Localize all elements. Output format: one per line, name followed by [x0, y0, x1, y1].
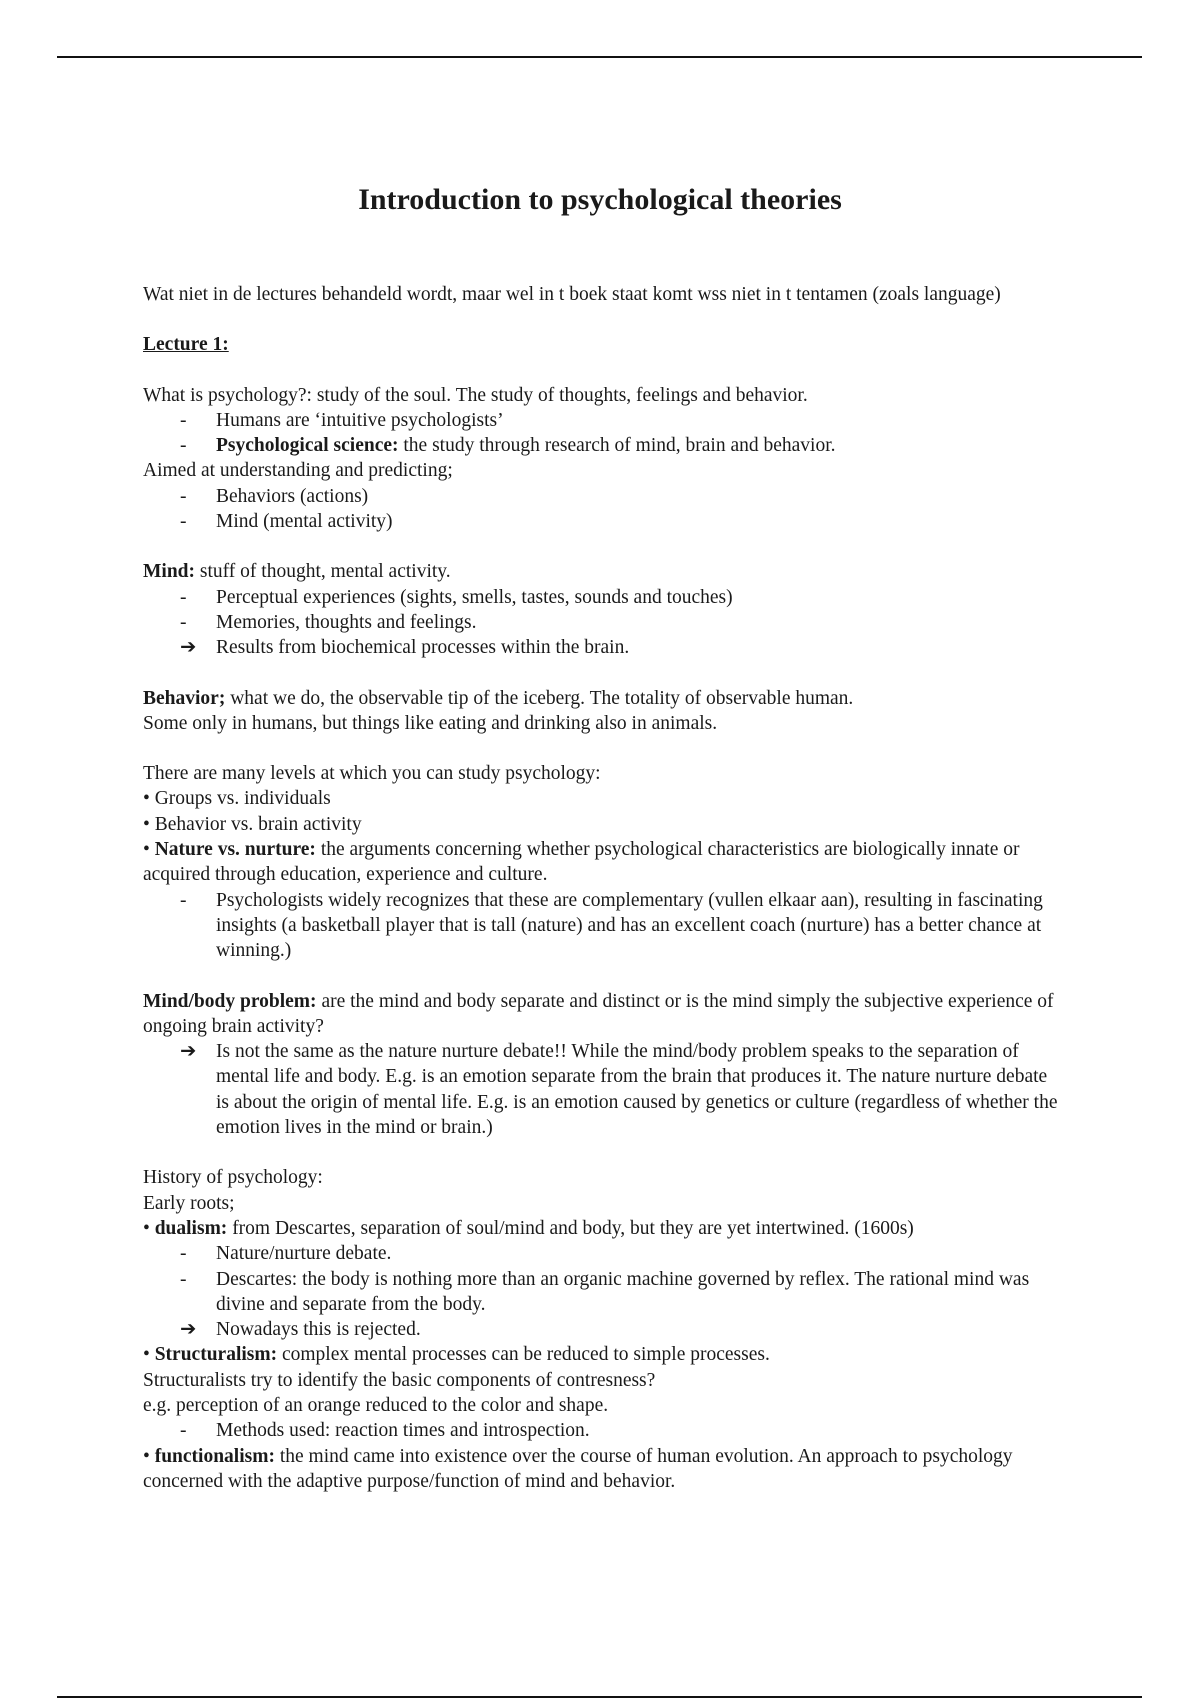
term: Nature vs. nurture:	[154, 839, 316, 861]
list-item-text: Mind (mental activity)	[216, 511, 393, 533]
definition-text: the arguments concerning whether psychological characteristics are biologically innate or acquired through education, experience and culture.	[143, 839, 1020, 886]
list-item-text: Is not the same as the nature nurture debate!! While the mind/body problem speaks to the separation of mental life and body. E.g. is an emotion separate from the brain that produces it. The nature nurture debate is about the origin of mental life. E.g. is an emotion caused by genetics or culture (regardless of whether the emotion lives in the mind or brain.)	[216, 1041, 1058, 1139]
mindbody-paragraph	[143, 989, 1058, 1040]
list-item	[143, 1241, 1058, 1266]
list-item	[143, 509, 1058, 534]
list-item	[143, 408, 1058, 433]
list-item-text: Memories, thoughts and feelings.	[216, 611, 477, 633]
definition-text: the mind came into existence over the course of human evolution. An approach to psychology concerned with the adaptive purpose/function of mind and behavior.	[143, 1445, 1013, 1492]
dash-marker: -	[180, 485, 187, 507]
term: Mind:	[143, 561, 196, 583]
definition-text: complex mental processes can be reduced to simple processes.	[277, 1344, 770, 1366]
what-is-paragraph: What is psychology?: study of the soul. The study of thoughts, feelings and behavior.	[143, 384, 808, 406]
dash-marker: -	[180, 586, 187, 608]
arrow-icon: ➔	[180, 1319, 197, 1341]
term: dualism:	[154, 1217, 228, 1239]
definition-text: what we do, the observable tip of the iceberg. The totality of observable human.	[225, 687, 854, 709]
list-item	[143, 1267, 1058, 1318]
dash-marker: -	[180, 1420, 187, 1442]
bullet-marker: •	[143, 1344, 155, 1366]
definition-text: the study through research of mind, brain and behavior.	[398, 435, 836, 457]
term: Behavior;	[143, 687, 226, 709]
list-item-text: Nature/nurture debate.	[216, 1243, 392, 1265]
dash-marker: -	[180, 511, 187, 533]
bullet-line	[143, 1444, 1058, 1495]
list-item-text: Methods used: reaction times and introspection.	[216, 1420, 590, 1442]
list-item	[143, 1317, 1058, 1342]
structuralism-line: Structuralists try to identify the basic components of contresness?	[143, 1369, 656, 1391]
bullet-line: • Behavior vs. brain activity	[143, 813, 362, 835]
bullet-line	[143, 837, 1058, 888]
document-title: Introduction to psychological theories	[358, 183, 842, 216]
list-item	[143, 610, 1058, 635]
document-body	[143, 282, 1058, 1494]
levels-paragraph: There are many levels at which you can study psychology:	[143, 763, 601, 785]
list-item-text: Perceptual experiences (sights, smells, tastes, sounds and touches)	[216, 586, 733, 608]
history-heading: History of psychology:	[143, 1167, 323, 1189]
list-item	[143, 635, 1058, 660]
arrow-icon: ➔	[180, 1041, 197, 1063]
lecture-heading-text: Lecture 1:	[143, 334, 229, 356]
dash-marker: -	[180, 409, 187, 431]
structuralism-line: e.g. perception of an orange reduced to the color and shape.	[143, 1394, 609, 1416]
term: Psychological science:	[216, 435, 399, 457]
list-item-text: Descartes: the body is nothing more than an organic machine governed by reflex. The rational mind was divine and separate from the body.	[216, 1268, 1030, 1315]
bullet-marker: •	[143, 1445, 155, 1467]
list-item	[143, 484, 1058, 509]
dash-marker: -	[180, 1243, 187, 1265]
lecture-heading	[143, 332, 1058, 357]
mind-paragraph	[143, 559, 1058, 584]
definition-text: are the mind and body separate and distinct or is the mind simply the subjective experience of ongoing brain activity?	[143, 990, 1054, 1037]
dash-marker: -	[180, 889, 187, 911]
definition-text: stuff of thought, mental activity.	[195, 561, 451, 583]
term: Mind/body problem:	[143, 990, 317, 1012]
bullet-line	[143, 1216, 1058, 1241]
definition-text: from Descartes, separation of soul/mind and body, but they are yet intertwined. (1600s)	[227, 1217, 914, 1239]
top-rule	[57, 56, 1142, 58]
list-item-text: Behaviors (actions)	[216, 485, 369, 507]
list-item	[143, 1039, 1058, 1140]
bullet-marker: •	[143, 839, 155, 861]
term: Structuralism:	[154, 1344, 278, 1366]
list-item-text: Humans are ‘intuitive psychologists’	[216, 409, 504, 431]
term: functionalism:	[154, 1445, 275, 1467]
bullet-marker: •	[143, 1217, 155, 1239]
early-roots: Early roots;	[143, 1192, 235, 1214]
bottom-rule	[57, 1696, 1142, 1698]
bullet-line: • Groups vs. individuals	[143, 788, 331, 810]
list-item-text: Psychologists widely recognizes that these are complementary (vullen elkaar aan), resulting in fascinating insights (a basketball player that is tall (nature) and has an excellent coach (nurture) has a better chance at winning.)	[216, 889, 1043, 962]
list-item	[143, 888, 1058, 964]
dash-marker: -	[180, 1268, 187, 1290]
arrow-icon: ➔	[180, 637, 197, 659]
dash-marker: -	[180, 435, 187, 457]
behavior-line: Some only in humans, but things like eating and drinking also in animals.	[143, 712, 718, 734]
intro-paragraph: Wat niet in de lectures behandeld wordt, maar wel in t boek staat komt wss niet in t tentamen (zoals language)	[143, 284, 1001, 305]
behavior-paragraph	[143, 686, 1058, 711]
list-item	[143, 1418, 1058, 1443]
list-item-text: Results from biochemical processes within the brain.	[216, 637, 630, 659]
list-item	[143, 433, 1058, 458]
dash-marker: -	[180, 611, 187, 633]
list-item	[143, 585, 1058, 610]
aimed-paragraph: Aimed at understanding and predicting;	[143, 460, 453, 482]
list-item-text: Nowadays this is rejected.	[216, 1319, 421, 1341]
bullet-line	[143, 1342, 1058, 1367]
